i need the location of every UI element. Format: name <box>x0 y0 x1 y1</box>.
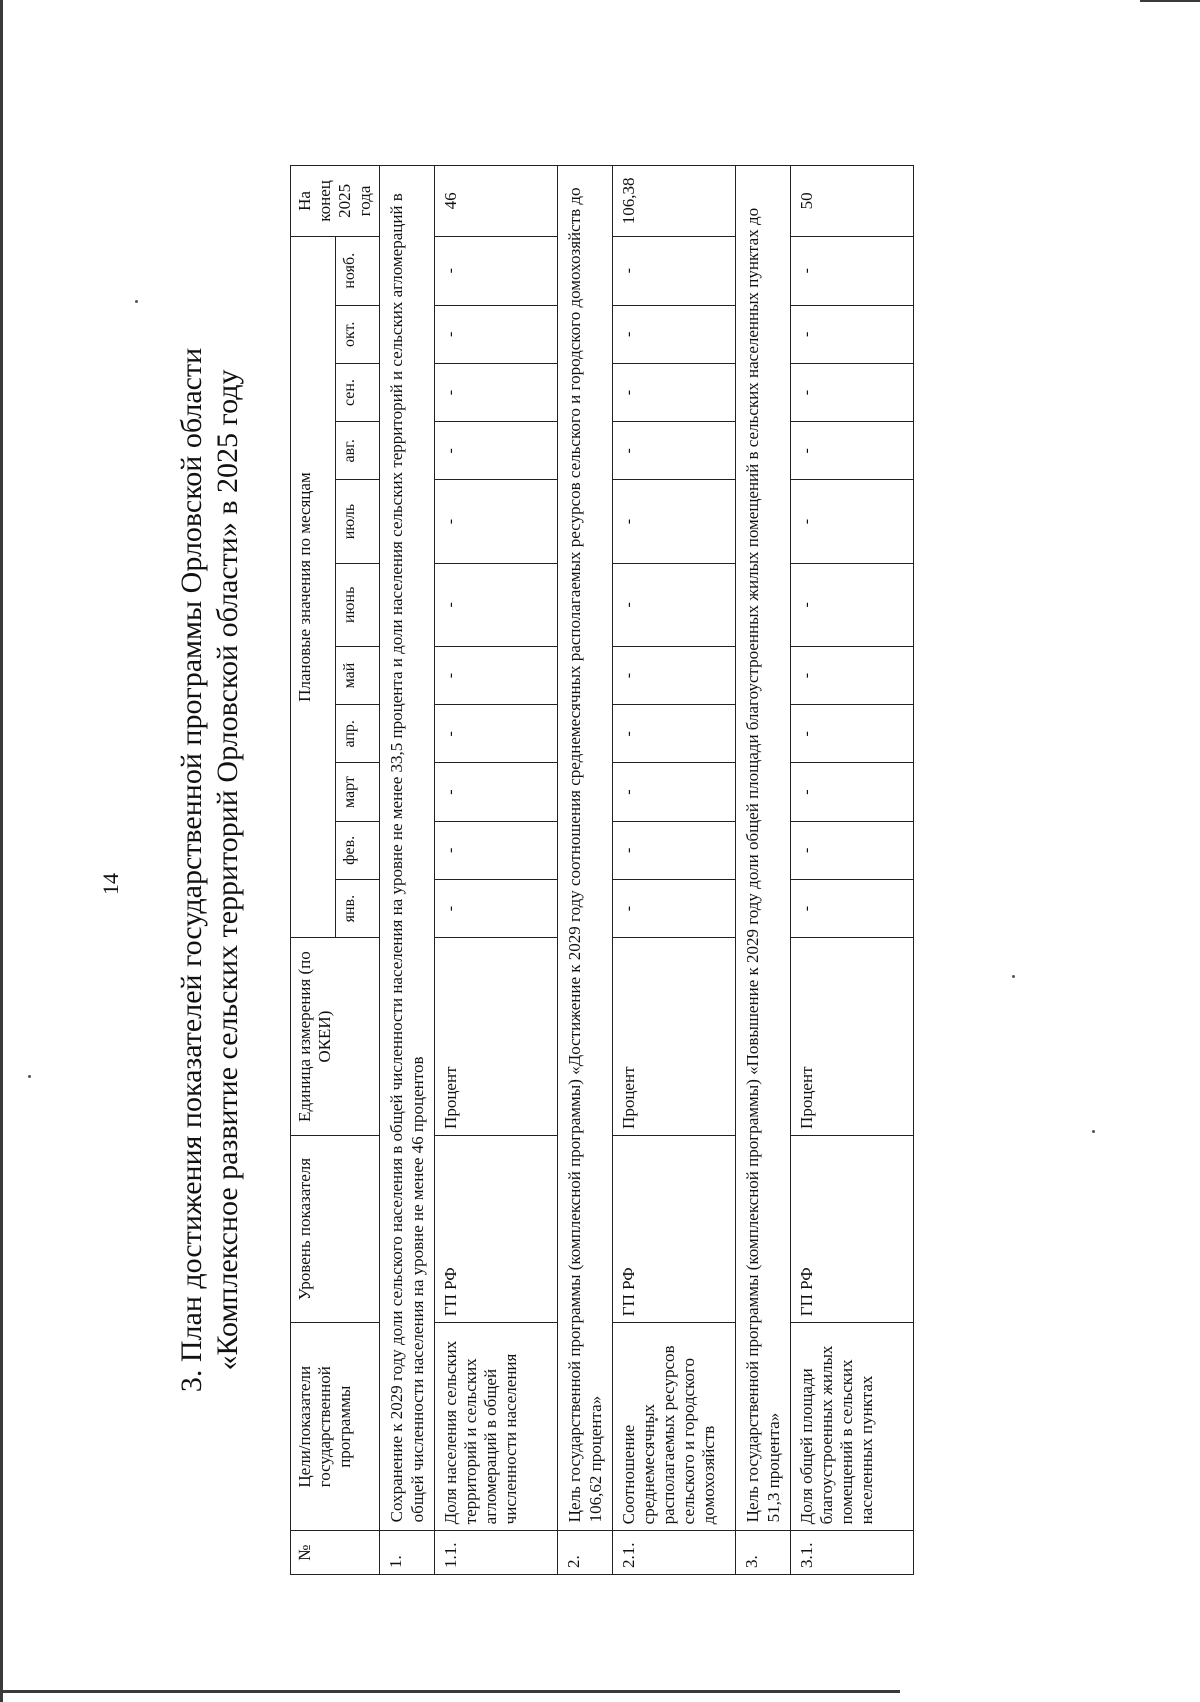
indicator-level: ГП РФ <box>791 1135 914 1322</box>
document-title <box>174 190 246 1550</box>
indicator-name: Соотношение среднемесячных располагаемых ресурсов сельского и городского домохозяйств <box>613 1323 736 1531</box>
month-value: - <box>613 563 736 646</box>
plan-table <box>290 165 914 1575</box>
scan-speck <box>1012 975 1015 978</box>
month-value: - <box>435 821 558 879</box>
header-level: Уровень показателя <box>291 1135 380 1322</box>
month-value: - <box>791 480 914 563</box>
title-line-2: «Комплексное развитие сельских территорий Орловской области» в 2025 году <box>211 369 244 1371</box>
scan-edge-top <box>1140 0 1200 2</box>
header-month: авг. <box>335 422 380 480</box>
month-value: - <box>791 705 914 763</box>
month-value: - <box>435 363 558 421</box>
rotated-page <box>80 100 980 1640</box>
indicator-row <box>435 166 558 1575</box>
month-value: - <box>613 422 736 480</box>
end-of-year-value: 50 <box>791 166 914 237</box>
indicator-row <box>791 166 914 1575</box>
indicator-unit: Процент <box>613 938 736 1136</box>
indicator-level: ГП РФ <box>613 1135 736 1322</box>
indicator-name: Доля населения сельских территорий и сельских агломераций в общей численности населения <box>435 1323 558 1531</box>
month-value: - <box>791 422 914 480</box>
indicator-number: 1.1. <box>435 1531 558 1575</box>
indicator-name: Доля общей площади благоустроенных жилых помещений в сельских населенных пунктах <box>791 1323 914 1531</box>
goal-number: 1. <box>380 1531 435 1575</box>
header-row-1 <box>291 166 336 1575</box>
header-unit: Единица измерения (по ОКЕИ) <box>291 938 380 1136</box>
month-value: - <box>791 236 914 305</box>
header-end-of-year: На конец 2025 года <box>291 166 380 237</box>
header-num: № <box>291 1531 380 1575</box>
indicator-row <box>613 166 736 1575</box>
month-value: - <box>791 879 914 937</box>
month-value: - <box>791 821 914 879</box>
goal-number: 2. <box>558 1531 613 1575</box>
indicator-unit: Процент <box>791 938 914 1136</box>
month-value: - <box>791 563 914 646</box>
month-value: - <box>613 363 736 421</box>
header-month: апр. <box>335 705 380 763</box>
indicator-number: 3.1. <box>791 1531 914 1575</box>
month-value: - <box>435 305 558 363</box>
month-value: - <box>791 646 914 704</box>
month-value: - <box>613 705 736 763</box>
goal-text: Сохранение к 2029 году доли сельского населения в общей численности населения на уровне не менее 33,5 процента и доли населения сельских территорий и сельских агломераций в общей численности населения на уровне не менее 46 процентов <box>380 166 435 1531</box>
end-of-year-value: 46 <box>435 166 558 237</box>
month-value: - <box>791 363 914 421</box>
end-of-year-value: 106,38 <box>613 166 736 237</box>
month-value: - <box>435 480 558 563</box>
month-value: - <box>613 821 736 879</box>
indicator-number: 2.1. <box>613 1531 736 1575</box>
month-value: - <box>435 763 558 821</box>
goal-row <box>736 166 791 1575</box>
scan-speck <box>28 1075 31 1078</box>
month-value: - <box>791 763 914 821</box>
header-month: март <box>335 763 380 821</box>
header-month: янв. <box>335 879 380 937</box>
header-month: окт. <box>335 305 380 363</box>
month-value: - <box>435 879 558 937</box>
month-value: - <box>613 236 736 305</box>
month-value: - <box>613 763 736 821</box>
month-value: - <box>435 422 558 480</box>
scan-edge-bottom <box>0 1690 900 1693</box>
month-value: - <box>791 305 914 363</box>
scan-edge-left <box>0 0 3 1702</box>
goal-row <box>380 166 435 1575</box>
plan-body <box>380 166 914 1575</box>
month-value: - <box>435 563 558 646</box>
scan-speck <box>1092 1130 1095 1133</box>
header-month: фев. <box>335 821 380 879</box>
month-value: - <box>435 705 558 763</box>
month-value: - <box>613 480 736 563</box>
goal-row <box>558 166 613 1575</box>
goal-text: Цель государственной программы (комплексной программы) «Повышение к 2029 году доли общей площади благоустроенных жилых помещений в сельских населенных пунктах до 51,3 процента» <box>736 166 791 1531</box>
header-month: май <box>335 646 380 704</box>
month-value: - <box>613 879 736 937</box>
header-month: июль <box>335 480 380 563</box>
goal-text: Цель государственной программы (комплексной программы) «Достижение к 2029 году соотношения среднемесячных располагаемых ресурсов сельского и городского домохозяйств до 106,62 процента» <box>558 166 613 1531</box>
header-goal: Цели/показатели государственной программы <box>291 1323 380 1531</box>
month-value: - <box>435 646 558 704</box>
goal-number: 3. <box>736 1531 791 1575</box>
month-value: - <box>613 305 736 363</box>
month-value: - <box>613 646 736 704</box>
header-month: нояб. <box>335 236 380 305</box>
month-value: - <box>435 236 558 305</box>
indicator-level: ГП РФ <box>435 1135 558 1322</box>
header-monthly: Плановые значения по месяцам <box>291 236 336 937</box>
indicator-unit: Процент <box>435 938 558 1136</box>
header-month: июнь <box>335 563 380 646</box>
title-line-1: 3. План достижения показателей государственной программы Орловской области <box>175 347 208 1393</box>
page-number: 14 <box>98 873 123 895</box>
header-month: сен. <box>335 363 380 421</box>
